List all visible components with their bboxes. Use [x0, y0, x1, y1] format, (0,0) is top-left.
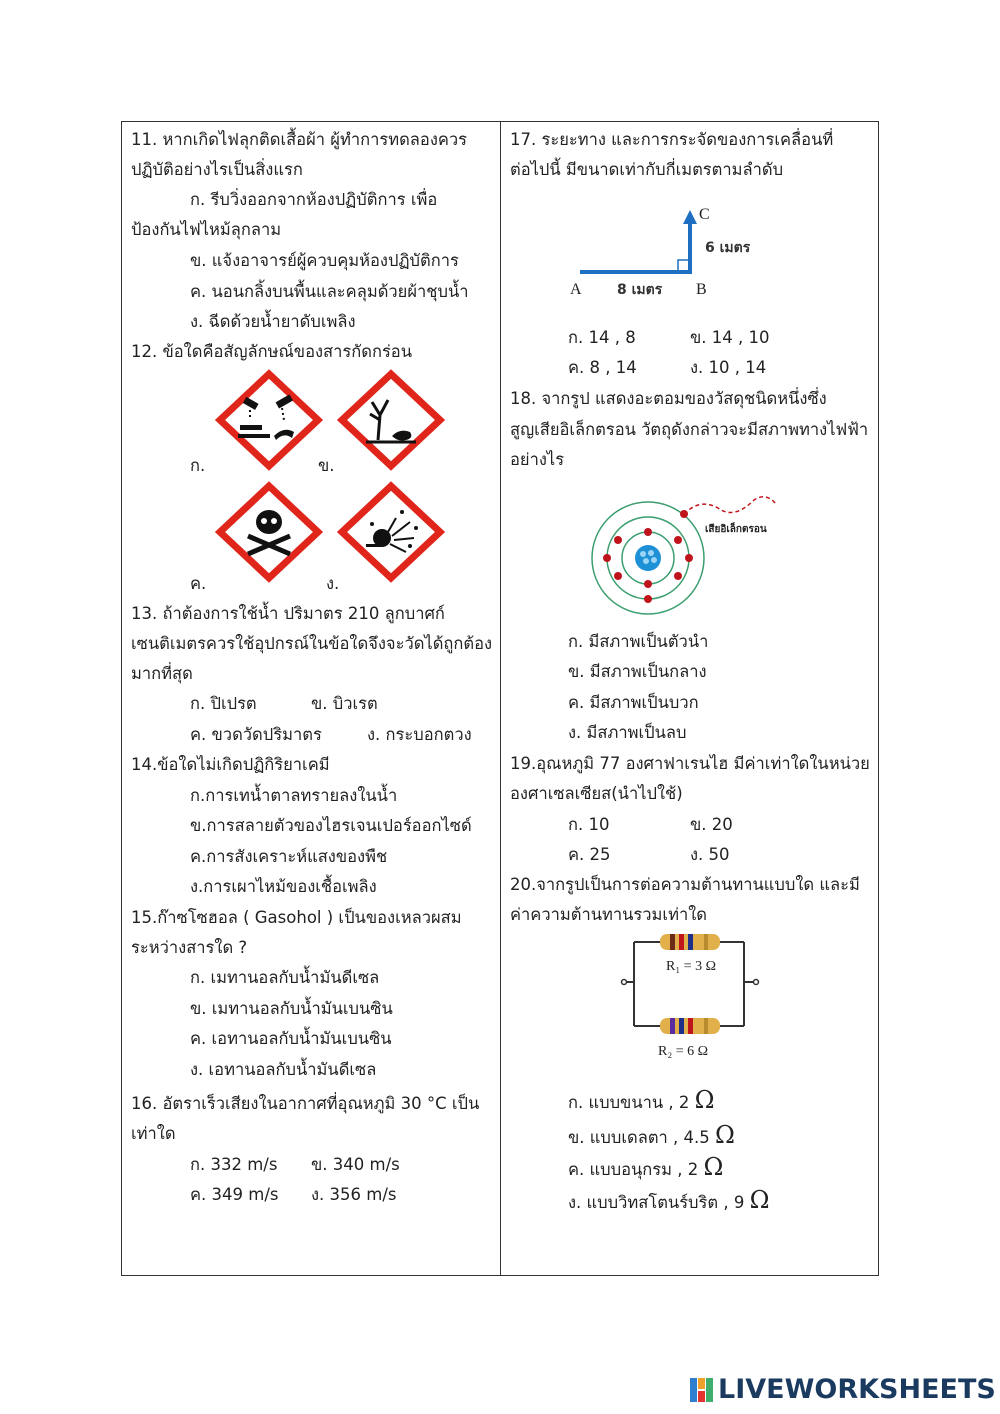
q20-option-c-text: ค. แบบอนุกรม , 2 [568, 1160, 704, 1179]
environment-hazard-icon [336, 370, 446, 470]
q11-option-a[interactable]: ก. รีบวิ่งออกจากห้องปฏิบัติการ เพื่อ [190, 190, 438, 209]
ohm-symbol: Ω [749, 1186, 770, 1214]
displacement-diagram [560, 200, 800, 310]
q11-option-c[interactable]: ค. นอนกลิ้งบนพื้นและคลุมด้วยผ้าชุบน้ำ [190, 282, 469, 301]
q18-option-d[interactable]: ง. มีสภาพเป็นลบ [568, 723, 687, 742]
q19-option-b[interactable]: ข. 20 [690, 815, 733, 834]
fig-label-a: A [570, 281, 582, 298]
q20-option-b[interactable] [568, 1121, 735, 1149]
corrosive-hazard-icon [214, 370, 324, 470]
q17-option-c[interactable]: ค. 8 , 14 [568, 358, 637, 377]
q11-option-a-cont: ป้องกันไฟไหม้ลุกลาม [131, 220, 282, 239]
q17-line1: 17. ระยะทาง และการกระจัดของการเคลื่อนที่ [510, 130, 834, 149]
q13-line3: มากที่สุด [131, 664, 193, 683]
q13-line1: 13. ถ้าต้องการใช้น้ำ ปริมาตร 210 ลูกบาศก์ [131, 604, 445, 623]
q13-line2: เซนติเมตรควรใช้อุปกรณ์ในข้อใดจึงจะวัดได้ถูกต้อง [131, 634, 493, 653]
q15-option-c[interactable]: ค. เอทานอลกับน้ำมันเบนซิน [190, 1029, 392, 1048]
fig-label-b: B [696, 281, 707, 298]
q16-line2: เท่าใด [131, 1124, 176, 1143]
q20-option-c[interactable] [568, 1153, 724, 1181]
fig-label-r1: R₁ = 3 Ω [666, 959, 717, 974]
q18-option-a[interactable]: ก. มีสภาพเป็นตัวนำ [568, 632, 709, 651]
explosive-hazard-icon [336, 482, 446, 582]
q13-option-d[interactable]: ง. กระบอกตวง [367, 725, 472, 744]
q19-line1: 19.อุณหภูมิ 77 องศาฟาเรนไฮ มีค่าเท่าใดในหน่วย [510, 754, 870, 773]
fig-label-6m: 6 เมตร [705, 240, 751, 256]
q15-option-a[interactable]: ก. เมทานอลกับน้ำมันดีเซล [190, 968, 380, 987]
atom-diagram [588, 494, 788, 614]
q12-option-c[interactable]: ค. [190, 574, 207, 593]
q19-line2: องศาเซลเซียส(นำไปใช้) [510, 784, 683, 803]
q11-line1: 11. หากเกิดไฟลุกติดเสื้อผ้า ผู้ทำการทดลองควร [131, 130, 468, 149]
q18-option-b[interactable]: ข. มีสภาพเป็นกลาง [568, 662, 707, 681]
q12-option-d[interactable]: ง. [326, 574, 340, 593]
q16-option-a[interactable]: ก. 332 m/s [190, 1155, 278, 1174]
q12-option-a[interactable]: ก. [190, 456, 206, 475]
q13-option-c[interactable]: ค. ขวดวัดปริมาตร [190, 725, 322, 744]
q17-option-a[interactable]: ก. 14 , 8 [568, 328, 636, 347]
q16-option-c[interactable]: ค. 349 m/s [190, 1185, 279, 1204]
q16-line1: 16. อัตราเร็วเสียงในอากาศที่อุณหภูมิ 30 °C เป็น [131, 1094, 480, 1113]
q12-line1: 12. ข้อใดคือสัญลักษณ์ของสารกัดกร่อน [131, 342, 412, 361]
ohm-symbol: Ω [715, 1121, 735, 1149]
q17-option-d[interactable]: ง. 10 , 14 [690, 358, 767, 377]
q14-line1: 14.ข้อใดไม่เกิดปฏิกิริยาเคมี [131, 755, 330, 774]
q20-option-a-text: ก. แบบขนาน , 2 [568, 1093, 695, 1112]
q14-option-d[interactable]: ง.การเผาไหม้ของเชื้อเพลิง [190, 877, 377, 896]
fig-label-lost-electron: เสียอิเล็กตรอน [705, 524, 767, 535]
q20-option-d-text: ง. แบบวิทสโตนร์บริต , 9 [568, 1193, 750, 1212]
q20-line2: ค่าความต้านทานรวมเท่าใด [510, 905, 707, 924]
q13-option-b[interactable]: ข. บิวเรต [311, 694, 378, 713]
q16-option-b[interactable]: ข. 340 m/s [311, 1155, 400, 1174]
q15-line1: 15.ก๊าซโซฮอล ( Gasohol ) เป็นของเหลวผสม [131, 908, 462, 927]
q19-option-a[interactable]: ก. 10 [568, 815, 610, 834]
q17-line2: ต่อไปนี้ มีขนาดเท่ากับกี่เมตรตามลำดับ [510, 160, 784, 179]
column-divider [500, 121, 501, 1276]
q18-line2: สูญเสียอิเล็กตรอน วัตถุดังกล่าวจะมีสภาพทางไฟฟ้า [510, 420, 869, 439]
q14-option-b[interactable]: ข.การสลายตัวของไฮรเจนเปอร์ออกไซด์ [190, 816, 472, 835]
q20-option-a[interactable] [568, 1086, 715, 1114]
fig-label-8m: 8 เมตร [617, 282, 663, 298]
q19-option-c[interactable]: ค. 25 [568, 845, 611, 864]
q18-option-c[interactable]: ค. มีสภาพเป็นบวก [568, 693, 699, 712]
q12-option-b[interactable]: ข. [318, 456, 335, 475]
q16-option-d[interactable]: ง. 356 m/s [311, 1185, 397, 1204]
q11-line2: ปฏิบัติอย่างไรเป็นสิ่งแรก [131, 160, 303, 179]
liveworksheets-brand[interactable]: LIVEWORKSHEETS [718, 1374, 996, 1405]
q15-option-b[interactable]: ข. เมทานอลกับน้ำมันเบนซิน [190, 999, 393, 1018]
q15-line2: ระหว่างสารใด ? [131, 938, 248, 957]
q14-option-a[interactable]: ก.การเทน้ำตาลทรายลงในน้ำ [190, 786, 398, 805]
fig-label-c: C [699, 206, 710, 223]
q13-option-a[interactable]: ก. ปิเปรต [190, 694, 257, 713]
q15-option-d[interactable]: ง. เอทานอลกับน้ำมันดีเซล [190, 1060, 377, 1079]
q18-line1: 18. จากรูป แสดงอะตอมของวัสดุชนิดหนึ่งซึ่ง [510, 389, 827, 408]
q14-option-c[interactable]: ค.การสังเคราะห์แสงของพืช [190, 847, 388, 866]
q17-option-b[interactable]: ข. 14 , 10 [690, 328, 770, 347]
q20-option-b-text: ข. แบบเดลตา , 4.5 [568, 1128, 716, 1147]
q11-option-d[interactable]: ง. ฉีดด้วยน้ำยาดับเพลิง [190, 312, 356, 331]
q18-line3: อย่างไร [510, 450, 565, 469]
toxic-hazard-icon [214, 482, 324, 582]
q20-option-d[interactable] [568, 1186, 770, 1214]
liveworksheets-logo-icon [690, 1378, 714, 1402]
ohm-symbol: Ω [703, 1153, 724, 1181]
q11-option-b[interactable]: ข. แจ้งอาจารย์ผู้ควบคุมห้องปฏิบัติการ [190, 251, 459, 270]
q20-line1: 20.จากรูปเป็นการต่อความต้านทานแบบใด และมี [510, 875, 860, 894]
ohm-symbol: Ω [694, 1086, 715, 1114]
fig-label-r2: R₂ = 6 Ω [658, 1044, 709, 1059]
q19-option-d[interactable]: ง. 50 [690, 845, 730, 864]
